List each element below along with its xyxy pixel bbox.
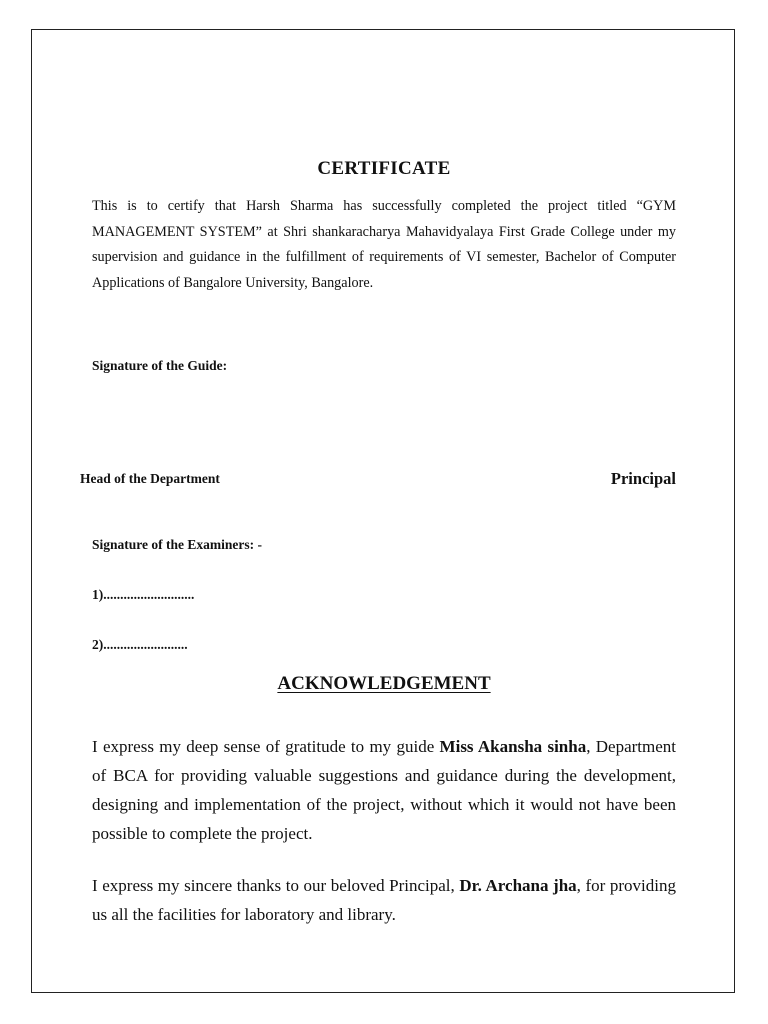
para1-text-before: I express my deep sense of gratitude to my guide xyxy=(92,737,440,756)
certificate-body: This is to certify that Harsh Sharma has successfully completed the project titled “GYM MANAGEMENT SYSTEM” at Shri shankaracharya Mahavidyalaya First Grade College under my supervision and guidance in the fulfillment of requirements of VI semester, Bachelor of Computer Applications of Bangalore University, Bangalore. xyxy=(92,198,676,291)
principal-name: Dr. Archana jha xyxy=(459,876,577,895)
principal-label: Principal xyxy=(610,469,676,488)
certificate-title: CERTIFICATE xyxy=(317,158,451,179)
para2-text-before: I express my sincere thanks to our beloved Principal, xyxy=(92,876,460,895)
acknowledgement-paragraph-1 xyxy=(92,732,676,848)
acknowledgement-title: ACKNOWLEDGEMENT xyxy=(277,673,491,694)
hod-label: Head of the Department xyxy=(80,471,220,486)
examiner-2-line: 2)......................... xyxy=(92,637,188,652)
para2-text-after: , for providing us all the facilities for laboratory and library. xyxy=(92,876,676,924)
para1-text-after: , Department of BCA for providing valuable suggestions and guidance during the development, designing and implementation of the project, without which it would not have been possible to complete the project. xyxy=(92,737,677,843)
examiners-signature-label: Signature of the Examiners: - xyxy=(92,537,262,552)
guide-name: Miss Akansha sinha xyxy=(439,737,587,756)
guide-signature-label: Signature of the Guide: xyxy=(92,358,228,373)
examiner-1-line: 1)........................... xyxy=(92,587,195,602)
acknowledgement-paragraph-2 xyxy=(92,871,676,929)
